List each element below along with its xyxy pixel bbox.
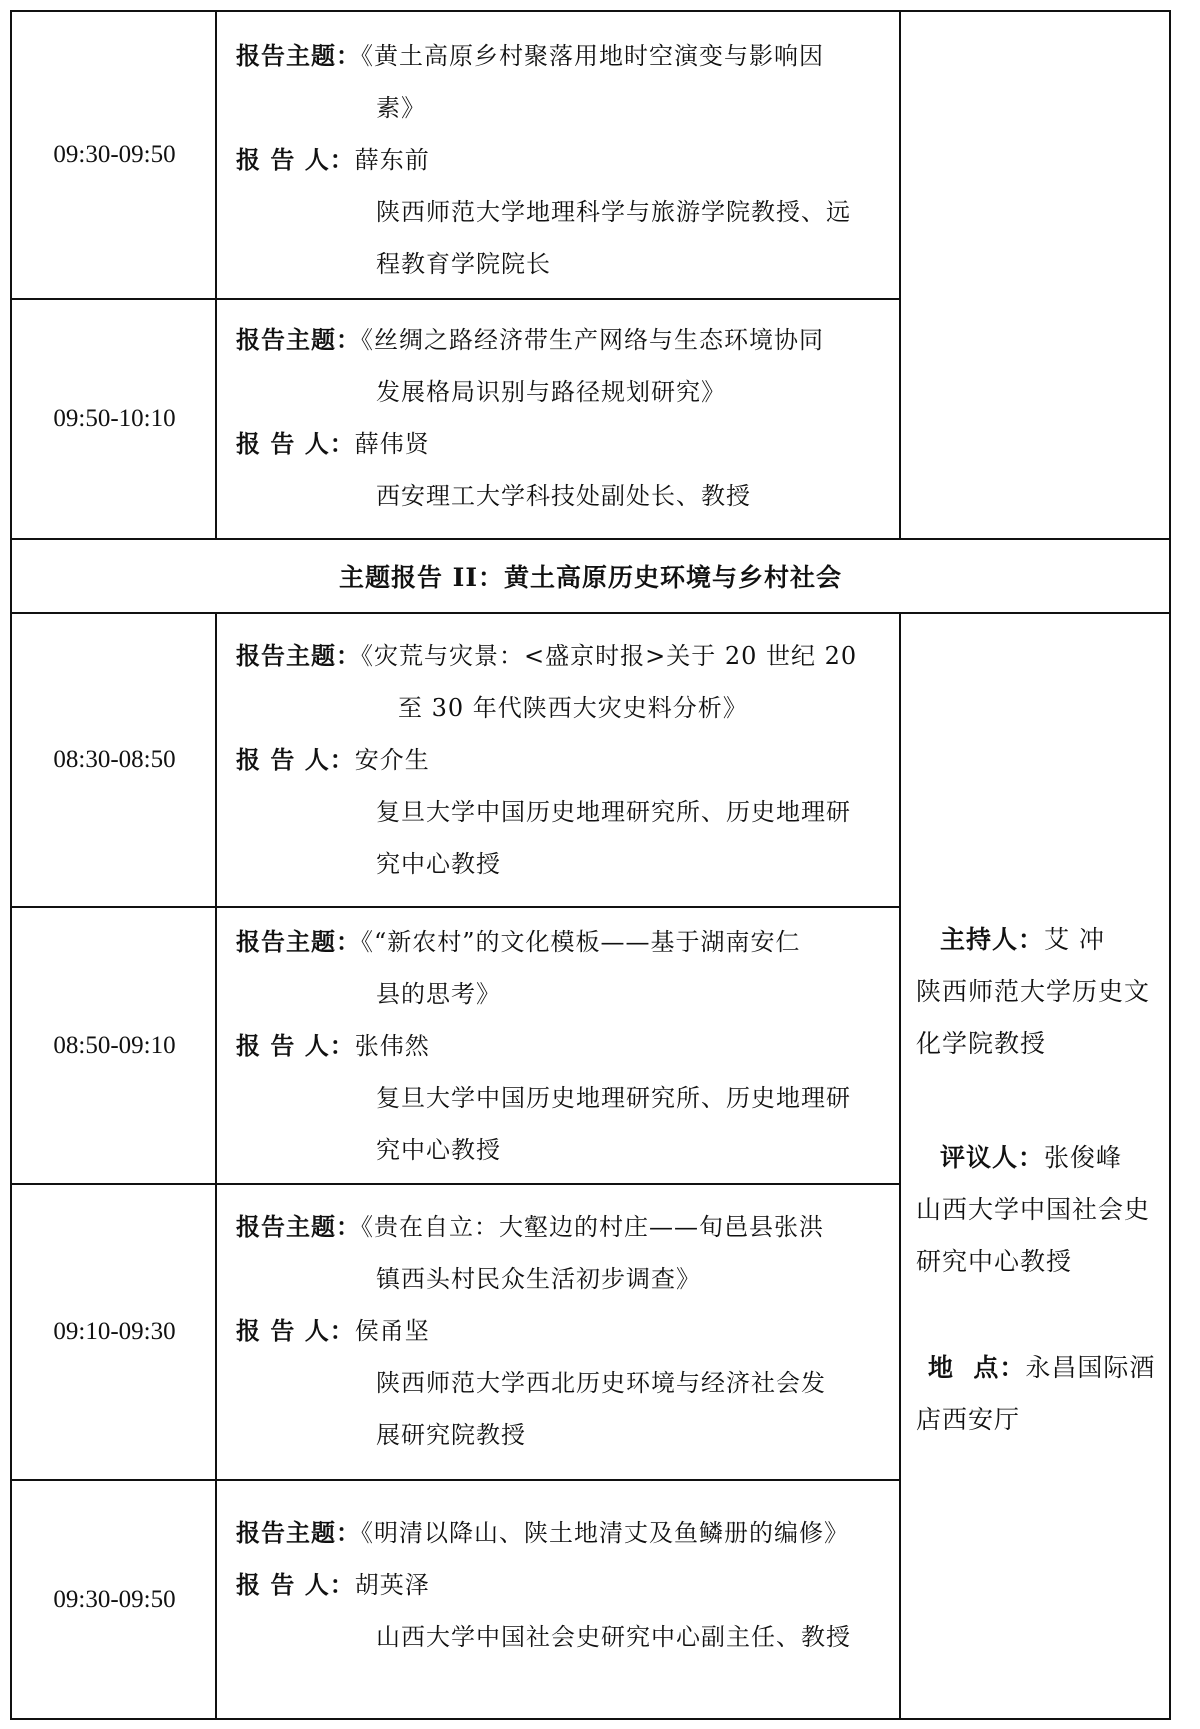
topic-title: 《灾荒与灾景：<盛京时报>关于 20 世纪 20 xyxy=(361,642,858,670)
speaker-label: 报 告 人： xyxy=(236,429,355,458)
host-name: 艾 冲 xyxy=(1044,925,1105,954)
venue-label: 地 点： xyxy=(928,1353,1026,1382)
speaker-affiliation: 西安理工大学科技处副处长、教授 xyxy=(376,482,751,510)
time-slot: 08:50-09:10 xyxy=(53,1031,176,1059)
speaker-label: 报 告 人： xyxy=(236,145,355,174)
speaker-label: 报 告 人： xyxy=(236,1570,355,1599)
speaker-label: 报 告 人： xyxy=(236,745,355,774)
topic-title: 《黄土高原乡村聚落用地时空演变与影响因 xyxy=(361,42,824,70)
talk-entry xyxy=(220,614,900,906)
talk-entry xyxy=(220,1481,900,1718)
commentator-affiliation: 山西大学中国社会史 xyxy=(916,1195,1151,1224)
topic-title-cont: 至 30 年代陕西大灾史料分析》 xyxy=(398,694,748,722)
speaker-name: 张伟然 xyxy=(354,1032,430,1060)
topic-label: 报告主题： xyxy=(236,641,361,670)
topic-title-cont: 素》 xyxy=(376,94,426,122)
speaker-affiliation-cont: 究中心教授 xyxy=(376,850,501,878)
topic-title-cont: 县的思考》 xyxy=(376,980,501,1008)
topic-title: 《贵在自立：大壑边的村庄——旬邑县张洪 xyxy=(361,1213,824,1241)
speaker-name: 薛伟贤 xyxy=(354,430,430,458)
topic-label: 报告主题： xyxy=(236,927,361,956)
venue-name: 永昌国际酒 xyxy=(1025,1353,1156,1382)
speaker-affiliation: 山西大学中国社会史研究中心副主任、教授 xyxy=(376,1623,851,1651)
time-slot: 09:30-09:50 xyxy=(53,1585,176,1613)
speaker-affiliation-cont: 究中心教授 xyxy=(376,1136,501,1164)
topic-title: 《“新农村”的文化模板——基于湖南安仁 xyxy=(361,928,801,956)
speaker-name: 薛东前 xyxy=(354,146,430,174)
speaker-name: 安介生 xyxy=(354,746,430,774)
talk-entry xyxy=(220,908,900,1183)
speaker-affiliation: 陕西师范大学地理科学与旅游学院教授、远 xyxy=(376,198,851,226)
talk-entry xyxy=(220,300,900,538)
speaker-label: 报 告 人： xyxy=(236,1031,355,1060)
section-title: 主题报告 II：黄土高原历史环境与乡村社会 xyxy=(338,563,843,592)
session-info xyxy=(902,614,1169,1718)
host-affiliation: 陕西师范大学历史文 xyxy=(916,977,1151,1006)
topic-label: 报告主题： xyxy=(236,325,361,354)
speaker-affiliation: 复旦大学中国历史地理研究所、历史地理研 xyxy=(376,798,851,826)
speaker-affiliation: 陕西师范大学西北历史环境与经济社会发 xyxy=(376,1369,826,1397)
time-slot: 09:30-09:50 xyxy=(53,141,176,168)
schedule-table xyxy=(10,10,1171,1720)
talk-entry xyxy=(220,1185,900,1479)
topic-title-cont: 镇西头村民众生活初步调查》 xyxy=(376,1265,701,1293)
host-affiliation-cont: 化学院教授 xyxy=(916,1029,1047,1058)
topic-title: 《明清以降山、陕土地清丈及鱼鳞册的编修》 xyxy=(361,1519,849,1547)
topic-label: 报告主题： xyxy=(236,41,361,70)
topic-label: 报告主题： xyxy=(236,1212,361,1241)
topic-title-cont: 发展格局识别与路径规划研究》 xyxy=(376,378,726,406)
topic-title: 《丝绸之路经济带生产网络与生态环境协同 xyxy=(361,326,824,354)
time-slot: 09:10-09:30 xyxy=(53,1318,176,1345)
speaker-affiliation: 复旦大学中国历史地理研究所、历史地理研 xyxy=(376,1084,851,1112)
talk-entry xyxy=(220,12,900,298)
speaker-name: 胡英泽 xyxy=(354,1571,430,1599)
topic-label: 报告主题： xyxy=(236,1518,361,1547)
commentator-name: 张俊峰 xyxy=(1044,1143,1123,1172)
speaker-affiliation-cont: 展研究院教授 xyxy=(376,1421,526,1449)
speaker-affiliation-cont: 程教育学院院长 xyxy=(376,250,551,278)
speaker-name: 侯甬坚 xyxy=(354,1317,430,1345)
host-label: 主持人： xyxy=(940,925,1045,954)
time-slot: 09:50-10:10 xyxy=(53,405,176,432)
commentator-label: 评议人： xyxy=(940,1143,1045,1172)
time-slot: 08:30-08:50 xyxy=(53,746,176,773)
commentator-affiliation-cont: 研究中心教授 xyxy=(916,1247,1073,1276)
speaker-label: 报 告 人： xyxy=(236,1316,355,1345)
venue-name-cont: 店西安厅 xyxy=(916,1405,1021,1434)
